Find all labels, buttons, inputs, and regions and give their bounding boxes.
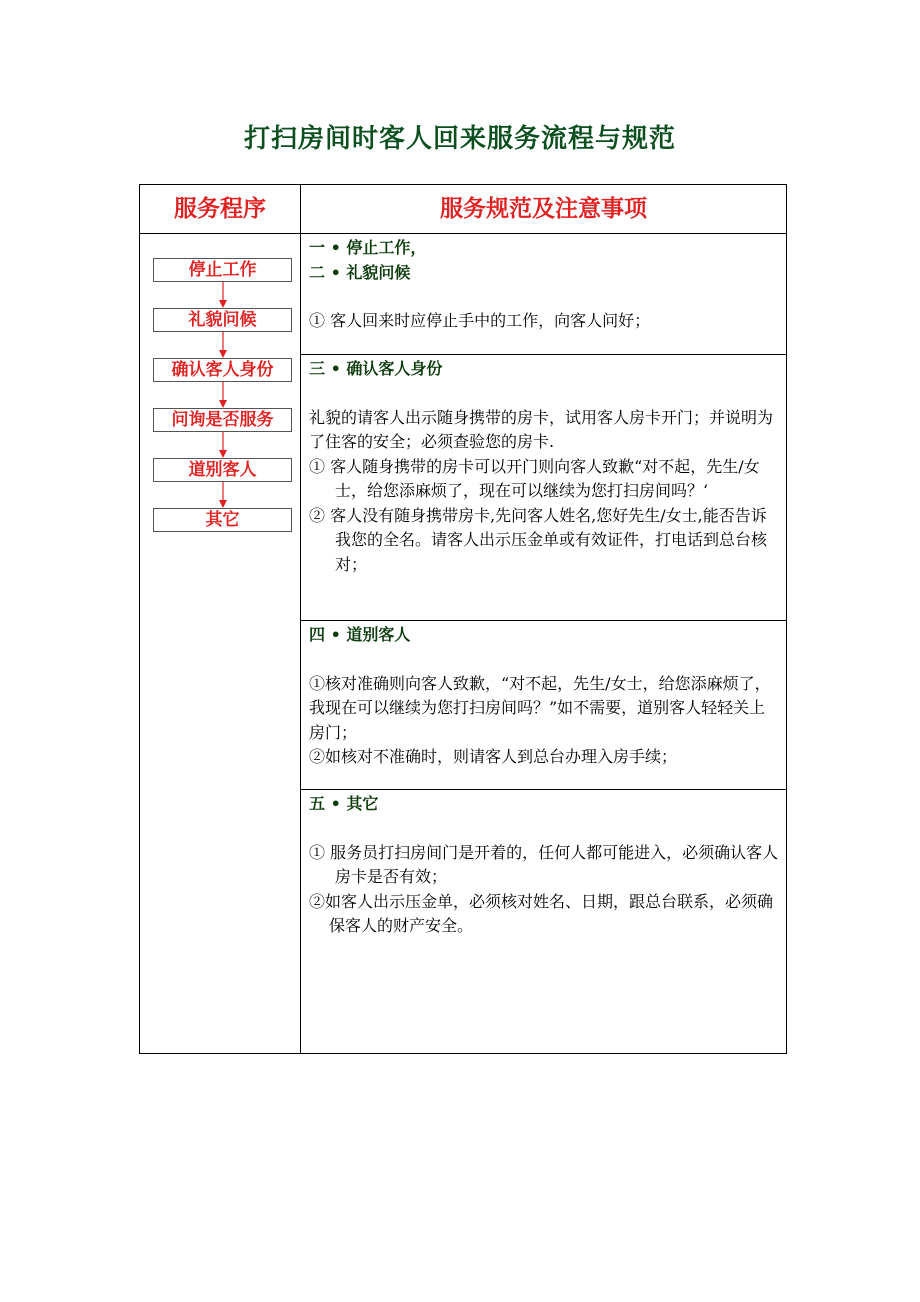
row-divider-2: [301, 620, 786, 621]
list-item: ②如核对不准确时，则请客人到总台办理入房手续；: [309, 747, 678, 766]
flow-step-farewell: 道别客人: [153, 458, 292, 482]
section-heading: 一 • 停止工作，: [309, 238, 427, 257]
paragraph: 礼貌的请客人出示随身携带的房卡，试用客人房卡开门；并说明为了住客的安全；必须查验您的房卡.: [309, 407, 774, 451]
column-divider: [300, 185, 301, 1053]
flow-arrow-down-icon: [219, 282, 227, 308]
section-heading: 二 • 礼貌问候: [309, 262, 411, 282]
header-divider: [140, 233, 786, 234]
section-other: [309, 792, 781, 939]
flow-arrow-down-icon: [219, 332, 227, 358]
service-table: [139, 184, 787, 1054]
page-title: 打扫房间时客人回来服务流程与规范: [243, 124, 676, 154]
row-divider-3: [301, 789, 786, 790]
header-service-standards: 服务规范及注意事项: [440, 195, 647, 222]
flow-step-greeting: 礼貌问候: [153, 308, 292, 332]
section-farewell: [309, 623, 781, 770]
flow-arrow-down-icon: [219, 482, 227, 508]
section-stop-and-greet: [309, 236, 781, 334]
flow-arrow-down-icon: [219, 382, 227, 408]
list-item: ① 客人随身携带的房卡可以开门则向客人致歉“对不起，先生/女士，给您添麻烦了，现在可以继续为您打扫房间吗？‘: [309, 456, 760, 500]
section-heading: 三 • 确认客人身份: [309, 359, 443, 378]
section-confirm-identity: [309, 357, 781, 577]
section-heading: 五 • 其它: [309, 794, 379, 813]
list-item: ①核对准确则向客人致歉，“对不起，先生/女士，给您添麻烦了，我现在可以继续为您打扫房间吗？”如不需要，道别客人轻轻关上房门；: [309, 673, 771, 742]
row-divider-1: [301, 354, 786, 355]
flow-step-confirm-identity: 确认客人身份: [153, 358, 292, 382]
list-item: ②如客人出示压金单，必须核对姓名、日期，跟总台联系，必须确保客人的财产安全。: [309, 891, 774, 935]
flow-step-stop-work: 停止工作: [153, 258, 292, 282]
list-item: ② 客人没有随身携带房卡,先问客人姓名,您好先生/女士,能否告诉我您的全名。请客人出示压金单或有效证件，打电话到总台核对；: [309, 505, 768, 574]
flow-step-ask-service: 问询是否服务: [153, 408, 292, 432]
list-item: ① 客人回来时应停止手中的工作，向客人问好；: [309, 311, 651, 330]
list-item: ① 服务员打扫房间门是开着的，任何人都可能进入，必须确认客人房卡是否有效；: [309, 842, 779, 886]
flow-arrow-down-icon: [219, 432, 227, 458]
header-service-procedure: 服务程序: [174, 195, 266, 222]
flow-step-other: 其它: [153, 508, 292, 532]
section-heading: 四 • 道别客人: [309, 625, 411, 644]
